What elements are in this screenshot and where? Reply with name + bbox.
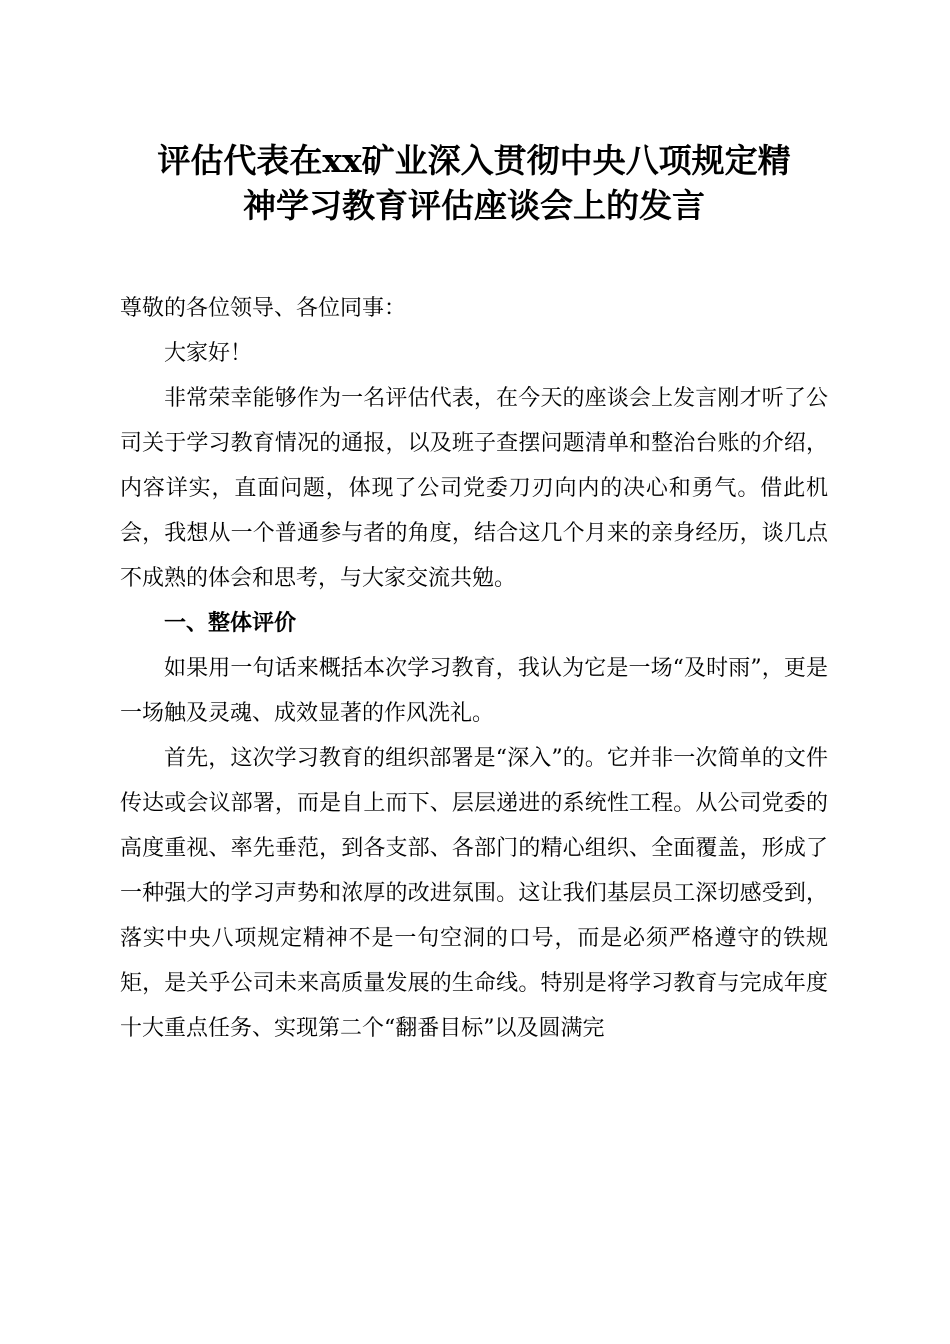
document-body [120, 286, 828, 1051]
title-line-2: 神学习教育评估座谈会上的发言 [243, 186, 705, 225]
section-paragraph-1: 如果用一句话来概括本次学习教育，我认为它是一场“及时雨”，更是一场触及灵魂、成效显著的作风洗礼。 [120, 656, 828, 726]
section-heading: 一、整体评价 [164, 611, 297, 636]
document-title [120, 138, 828, 228]
salutation: 尊敬的各位领导、各位同事： [120, 296, 407, 321]
title-line-1: 评估代表在xx矿业深入贯彻中央八项规定精 [157, 141, 791, 180]
section-paragraph-2: 首先，这次学习教育的组织部署是“深入”的。它并非一次简单的文件传达或会议部署，而是自上而下、层层递进的系统性工程。从公司党委的高度重视、率先垂范，到各支部、各部门的精心组织、全面覆盖，形成了一种强大的学习声势和浓厚的改进氛围。这让我们基层员工深切感受到，落实中央八项规定精神不是一句空洞的口号，而是必须严格遵守的铁规矩，是关乎公司未来高质量发展的生命线。特别是将学习教育与完成年度十大重点任务、实现第二个“翻番目标”以及圆满完 [120, 746, 828, 1041]
document-page [120, 138, 828, 1051]
greeting: 大家好！ [164, 341, 253, 366]
intro-paragraph: 非常荣幸能够作为一名评估代表，在今天的座谈会上发言刚才听了公司关于学习教育情况的通报，以及班子查摆问题清单和整治台账的介绍，内容详实，直面问题，体现了公司党委刀刃向内的决心和勇气。借此机会，我想从一个普通参与者的角度，结合这几个月来的亲身经历，谈几点不成熟的体会和思考，与大家交流共勉。 [120, 386, 828, 591]
